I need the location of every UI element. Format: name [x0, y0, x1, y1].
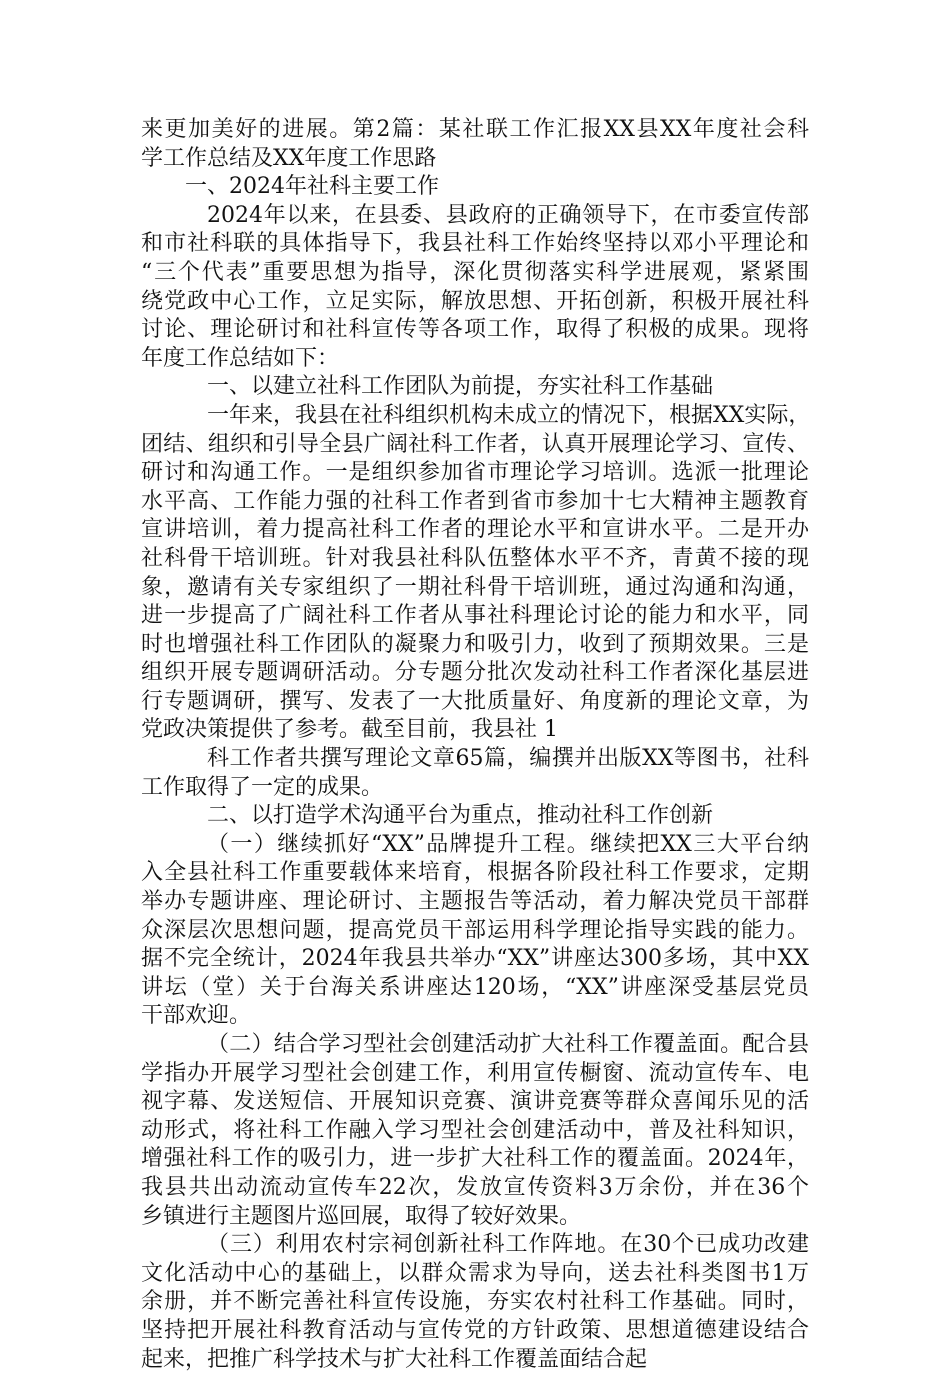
- text-line: 学工作总结及XX年度工作思路: [141, 145, 437, 171]
- text-line: 讲坛（堂）关于台海关系讲座达120场，“XX”讲座深受基层党员: [141, 974, 809, 1000]
- text-line: 象，邀请有关专家组织了一期社科骨干培训班，通过沟通和沟通，: [141, 574, 809, 600]
- text-line: 团结、组织和引导全县广阔社科工作者，认真开展理论学习、宣传、: [141, 431, 809, 457]
- text-line: （三）利用农村宗祠创新社科工作阵地。在30个已成功改建: [207, 1232, 809, 1258]
- text-line: 干部欢迎。: [141, 1003, 252, 1029]
- text-line: 一、以建立社科工作团队为前提，夯实社科工作基础: [207, 374, 714, 400]
- text-line: “三个代表”重要思想为指导，深化贯彻落实科学进展观，紧紧围: [141, 259, 809, 285]
- text-line: 一、2024年社科主要工作: [185, 174, 439, 200]
- text-line: 乡镇进行主题图片巡回展，取得了较好效果。: [141, 1203, 582, 1229]
- document-page: [141, 116, 809, 1374]
- text-line: 2024年以来，在县委、县政府的正确领导下，在市委宣传部: [207, 202, 809, 228]
- text-line: 年度工作总结如下：: [141, 345, 340, 371]
- text-line: 坚持把开展社科教育活动与宣传党的方针政策、思想道德建设结合: [141, 1317, 809, 1343]
- text-line: 讨论、理论研讨和社科宣传等各项工作，取得了积极的成果。现将: [141, 317, 809, 343]
- text-line: （二）结合学习型社会创建活动扩大社科工作覆盖面。配合县: [207, 1032, 809, 1057]
- text-line: 组织开展专题调研活动。分专题分批次发动社科工作者深化基层进: [141, 660, 809, 686]
- text-line: 据不完全统计，2024年我县共举办“XX”讲座达300多场，其中XX: [141, 946, 809, 972]
- text-line: 科工作者共撰写理论文章65篇，编撰并出版XX等图书，社科: [207, 746, 809, 772]
- text-line: 研讨和沟通工作。一是组织参加省市理论学习培训。选派一批理论: [141, 460, 809, 486]
- text-line: 起来，把推广科学技术与扩大社科工作覆盖面结合起: [141, 1346, 648, 1372]
- text-line: 众深层次思想问题，提高党员干部运用科学理论指导实践的能力。: [141, 917, 809, 943]
- text-line: 增强社科工作的吸引力，进一步扩大社科工作的覆盖面。2024年，: [141, 1146, 809, 1172]
- text-line: 绕党政中心工作，立足实际，解放思想、开拓创新，积极开展社科: [141, 288, 809, 314]
- text-line: 党政决策提供了参考。截至目前，我县社 1: [141, 717, 558, 743]
- text-line: 入全县社科工作重要载体来培育，根据各阶段社科工作要求，定期: [141, 860, 809, 886]
- text-line: 动形式，将社科工作融入学习型社会创建活动中，普及社科知识，: [141, 1117, 809, 1143]
- text-line: 余册，并不断完善社科宣传设施，夯实农村社科工作基础。同时，: [141, 1289, 809, 1315]
- text-line: （一）继续抓好“XX”品牌提升工程。继续把XX三大平台纳: [207, 831, 809, 857]
- text-line: 举办专题讲座、理论研讨、主题报告等活动，着力解决党员干部群: [141, 889, 809, 915]
- text-line: 文化活动中心的基础上，以群众需求为导向，送去社科类图书1万: [141, 1260, 809, 1286]
- text-line: 水平高、工作能力强的社科工作者到省市参加十七大精神主题教育: [141, 488, 809, 514]
- text-line: 行专题调研，撰写、发表了一大批质量好、角度新的理论文章，为: [141, 688, 809, 714]
- text-line: 进一步提高了广阔社科工作者从事社科理论讨论的能力和水平，同: [141, 603, 809, 629]
- text-line: 学指办开展学习型社会创建工作，利用宣传橱窗、流动宣传车、电: [141, 1060, 809, 1086]
- text-line: 宣讲培训，着力提高社科工作者的理论水平和宣讲水平。二是开办: [141, 517, 809, 543]
- text-line: 一年来，我县在社科组织机构未成立的情况下，根据XX实际，: [207, 402, 811, 428]
- text-line: 时也增强社科工作团队的凝聚力和吸引力，收到了预期效果。三是: [141, 631, 809, 657]
- text-line: 视字幕、发送短信、开展知识竞赛、演讲竞赛等群众喜闻乐见的活: [141, 1089, 809, 1115]
- text-line: 我县共出动流动宣传车22次，发放宣传资料3万余份，并在36个: [141, 1174, 809, 1200]
- text-line: 社科骨干培训班。针对我县社科队伍整体水平不齐，青黄不接的现: [141, 545, 809, 571]
- text-line: 来更加美好的进展。第2篇：某社联工作汇报XX县XX年度社会科: [141, 117, 809, 142]
- text-line: 工作取得了一定的成果。: [141, 774, 384, 800]
- text-line: 和市社科联的具体指导下，我县社科工作始终坚持以邓小平理论和: [141, 231, 809, 257]
- text-line: 二、以打造学术沟通平台为重点，推动社科工作创新: [207, 803, 714, 829]
